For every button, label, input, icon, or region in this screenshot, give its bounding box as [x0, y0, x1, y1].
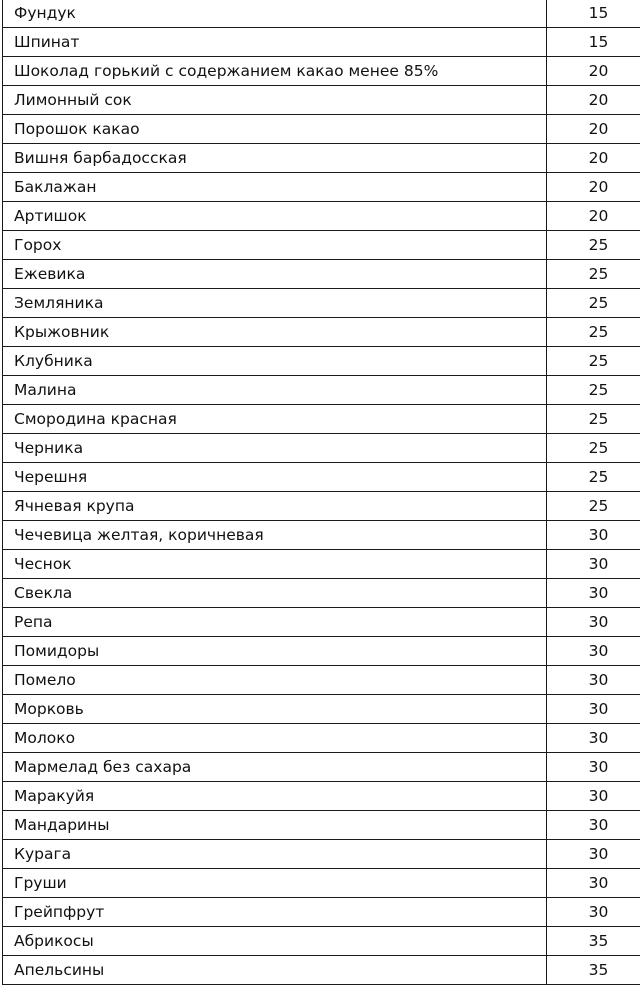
table-row [3, 811, 640, 840]
table-row [3, 115, 640, 144]
product-value-cell: 15 [547, 0, 640, 28]
product-name-cell: Курага [3, 840, 547, 869]
product-value-cell: 30 [547, 724, 640, 753]
product-name-cell: Грейпфрут [3, 898, 547, 927]
product-value-cell: 30 [547, 666, 640, 695]
product-value-cell: 30 [547, 521, 640, 550]
product-value-cell: 30 [547, 695, 640, 724]
product-value-cell: 25 [547, 231, 640, 260]
table-row [3, 666, 640, 695]
table-row [3, 608, 640, 637]
product-value-cell: 15 [547, 28, 640, 57]
product-value-cell: 30 [547, 840, 640, 869]
product-value-cell: 30 [547, 608, 640, 637]
product-name-cell: Морковь [3, 695, 547, 724]
table-row [3, 521, 640, 550]
table-row [3, 173, 640, 202]
product-value-cell: 20 [547, 144, 640, 173]
product-value-cell: 25 [547, 318, 640, 347]
table-row [3, 492, 640, 521]
product-name-cell: Черника [3, 434, 547, 463]
table-row [3, 695, 640, 724]
product-value-cell: 30 [547, 753, 640, 782]
table-row [3, 579, 640, 608]
product-value-cell: 30 [547, 898, 640, 927]
product-value-cell: 30 [547, 637, 640, 666]
product-name-cell: Помидоры [3, 637, 547, 666]
product-name-cell: Черешня [3, 463, 547, 492]
table-row [3, 956, 640, 985]
table-row [3, 637, 640, 666]
product-name-cell: Горох [3, 231, 547, 260]
product-name-cell: Ежевика [3, 260, 547, 289]
product-table-container [2, 0, 638, 985]
product-value-cell: 30 [547, 869, 640, 898]
table-body [3, 0, 640, 985]
product-value-cell: 20 [547, 86, 640, 115]
product-name-cell: Чечевица желтая, коричневая [3, 521, 547, 550]
table-row [3, 318, 640, 347]
product-name-cell: Шоколад горький с содержанием какао менее 85% [3, 57, 547, 86]
product-value-cell: 25 [547, 434, 640, 463]
product-value-cell: 25 [547, 376, 640, 405]
product-name-cell: Баклажан [3, 173, 547, 202]
product-name-cell: Маракуйя [3, 782, 547, 811]
table-row [3, 0, 640, 28]
product-name-cell: Крыжовник [3, 318, 547, 347]
product-value-cell: 25 [547, 405, 640, 434]
table-row [3, 434, 640, 463]
table-row [3, 898, 640, 927]
table-row [3, 550, 640, 579]
product-name-cell: Мармелад без сахара [3, 753, 547, 782]
product-name-cell: Шпинат [3, 28, 547, 57]
table-row [3, 869, 640, 898]
product-name-cell: Ячневая крупа [3, 492, 547, 521]
product-value-cell: 25 [547, 260, 640, 289]
table-row [3, 376, 640, 405]
product-value-cell: 25 [547, 492, 640, 521]
table-row [3, 260, 640, 289]
table-row [3, 405, 640, 434]
table-row [3, 231, 640, 260]
product-value-cell: 20 [547, 173, 640, 202]
table-row [3, 724, 640, 753]
table-row [3, 347, 640, 376]
product-value-cell: 30 [547, 811, 640, 840]
product-name-cell: Порошок какао [3, 115, 547, 144]
table-row [3, 753, 640, 782]
product-value-cell: 30 [547, 579, 640, 608]
product-value-cell: 25 [547, 463, 640, 492]
product-name-cell: Мандарины [3, 811, 547, 840]
product-name-cell: Артишок [3, 202, 547, 231]
product-name-cell: Малина [3, 376, 547, 405]
product-value-cell: 25 [547, 289, 640, 318]
table-row [3, 289, 640, 318]
product-name-cell: Помело [3, 666, 547, 695]
product-name-cell: Клубника [3, 347, 547, 376]
product-name-cell: Свекла [3, 579, 547, 608]
product-value-cell: 20 [547, 202, 640, 231]
product-name-cell: Репа [3, 608, 547, 637]
product-name-cell: Апельсины [3, 956, 547, 985]
product-value-cell: 20 [547, 115, 640, 144]
product-name-cell: Абрикосы [3, 927, 547, 956]
product-value-cell: 20 [547, 57, 640, 86]
product-name-cell: Земляника [3, 289, 547, 318]
product-value-cell: 30 [547, 550, 640, 579]
table-row [3, 144, 640, 173]
table-row [3, 86, 640, 115]
product-value-cell: 35 [547, 956, 640, 985]
table-row [3, 782, 640, 811]
product-index-table [2, 0, 640, 985]
table-row [3, 57, 640, 86]
table-row [3, 202, 640, 231]
product-name-cell: Лимонный сок [3, 86, 547, 115]
product-name-cell: Чеснок [3, 550, 547, 579]
product-value-cell: 35 [547, 927, 640, 956]
table-row [3, 463, 640, 492]
table-row [3, 28, 640, 57]
product-value-cell: 30 [547, 782, 640, 811]
product-name-cell: Смородина красная [3, 405, 547, 434]
table-row [3, 840, 640, 869]
product-name-cell: Фундук [3, 0, 547, 28]
table-row [3, 927, 640, 956]
product-name-cell: Груши [3, 869, 547, 898]
product-name-cell: Молоко [3, 724, 547, 753]
product-name-cell: Вишня барбадосская [3, 144, 547, 173]
product-value-cell: 25 [547, 347, 640, 376]
